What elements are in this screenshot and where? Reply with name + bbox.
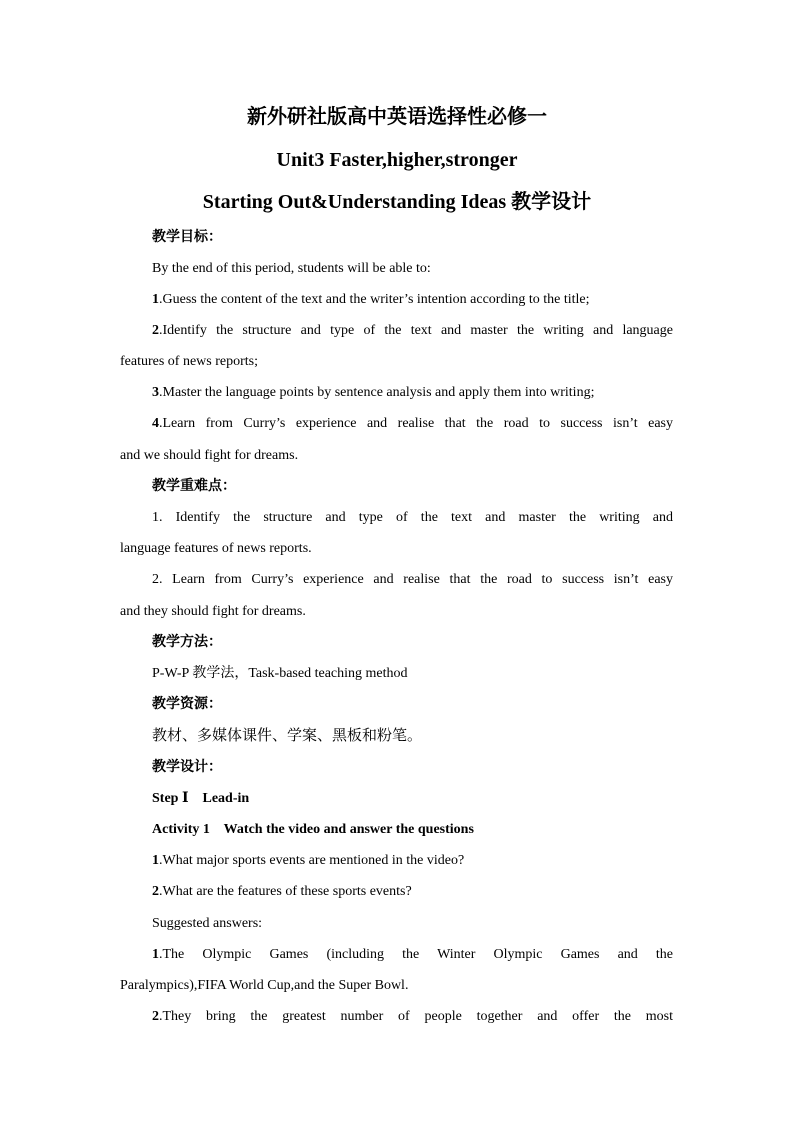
objective-item-4-continued: and we should fight for dreams. [120, 448, 299, 463]
objective-text: .Guess the content of the text and the writer’s intention according to the title; [159, 292, 590, 307]
key-point-item-2: 2. Learn from Curry’s experience and realise that the road to success isn’t easy [152, 572, 673, 587]
suggested-answers-label: Suggested answers: [152, 916, 263, 931]
methods-text: P-W-P 教学法，Task-based teaching method [152, 666, 408, 681]
methods-heading: 教学方法： [152, 635, 222, 650]
answer-text: .They bring the greatest number of people together and offer the most [159, 1009, 673, 1024]
objective-number: 3 [152, 385, 159, 400]
question-text: .What are the features of these sports events? [159, 884, 412, 899]
key-point-item-1-continued: language features of news reports. [120, 541, 312, 556]
objective-number: 4 [152, 416, 159, 431]
answer-number: 1 [152, 947, 159, 962]
objectives-heading: 教学目标： [152, 230, 222, 245]
answer-text: .The Olympic Games (including the Winter Olympic Games and the [159, 947, 673, 962]
design-heading: 教学设计： [152, 760, 222, 775]
resources-text: 教材、多媒体课件、学案、黑板和粉笔。 [152, 728, 423, 744]
objectives-intro: By the end of this period, students will be able to: [152, 261, 431, 276]
activity-heading: Activity 1 Watch the video and answer the questions [152, 822, 474, 837]
key-point-item-2-continued: and they should fight for dreams. [120, 604, 306, 619]
question-item-1 [152, 852, 673, 870]
objective-item-2 [152, 322, 673, 340]
objective-item-4 [152, 415, 673, 433]
step-heading: Step Ⅰ Lead-in [152, 791, 250, 806]
answer-item-2 [152, 1008, 673, 1026]
document-title-line-1: 新外研社版高中英语选择性必修一 [247, 106, 547, 128]
objective-text: .Master the language points by sentence analysis and apply them into writing; [159, 385, 595, 400]
answer-number: 2 [152, 1009, 159, 1024]
resources-heading: 教学资源： [152, 697, 222, 712]
objective-item-3 [152, 384, 673, 402]
question-number: 2 [152, 884, 159, 899]
objective-item-2-continued: features of news reports; [120, 354, 259, 369]
document-title-line-3: Starting Out&Understanding Ideas 教学设计 [202, 191, 592, 213]
key-points-heading: 教学重难点： [152, 479, 236, 494]
answer-item-1-continued: Paralympics),FIFA World Cup,and the Super Bowl. [120, 978, 409, 993]
objective-number: 1 [152, 292, 159, 307]
objective-item-1 [152, 291, 673, 309]
answer-item-1 [152, 946, 673, 964]
objective-number: 2 [152, 323, 159, 338]
question-text: .What major sports events are mentioned in the video? [159, 853, 465, 868]
question-number: 1 [152, 853, 159, 868]
key-point-item-1: 1. Identify the structure and type of the text and master the writing and [152, 510, 673, 525]
document-title-line-2: Unit3 Faster,higher,stronger [276, 149, 518, 171]
question-item-2 [152, 883, 673, 901]
objective-text: .Identify the structure and type of the text and master the writing and language [159, 323, 673, 338]
objective-text: .Learn from Curry’s experience and realise that the road to success isn’t easy [159, 416, 673, 431]
